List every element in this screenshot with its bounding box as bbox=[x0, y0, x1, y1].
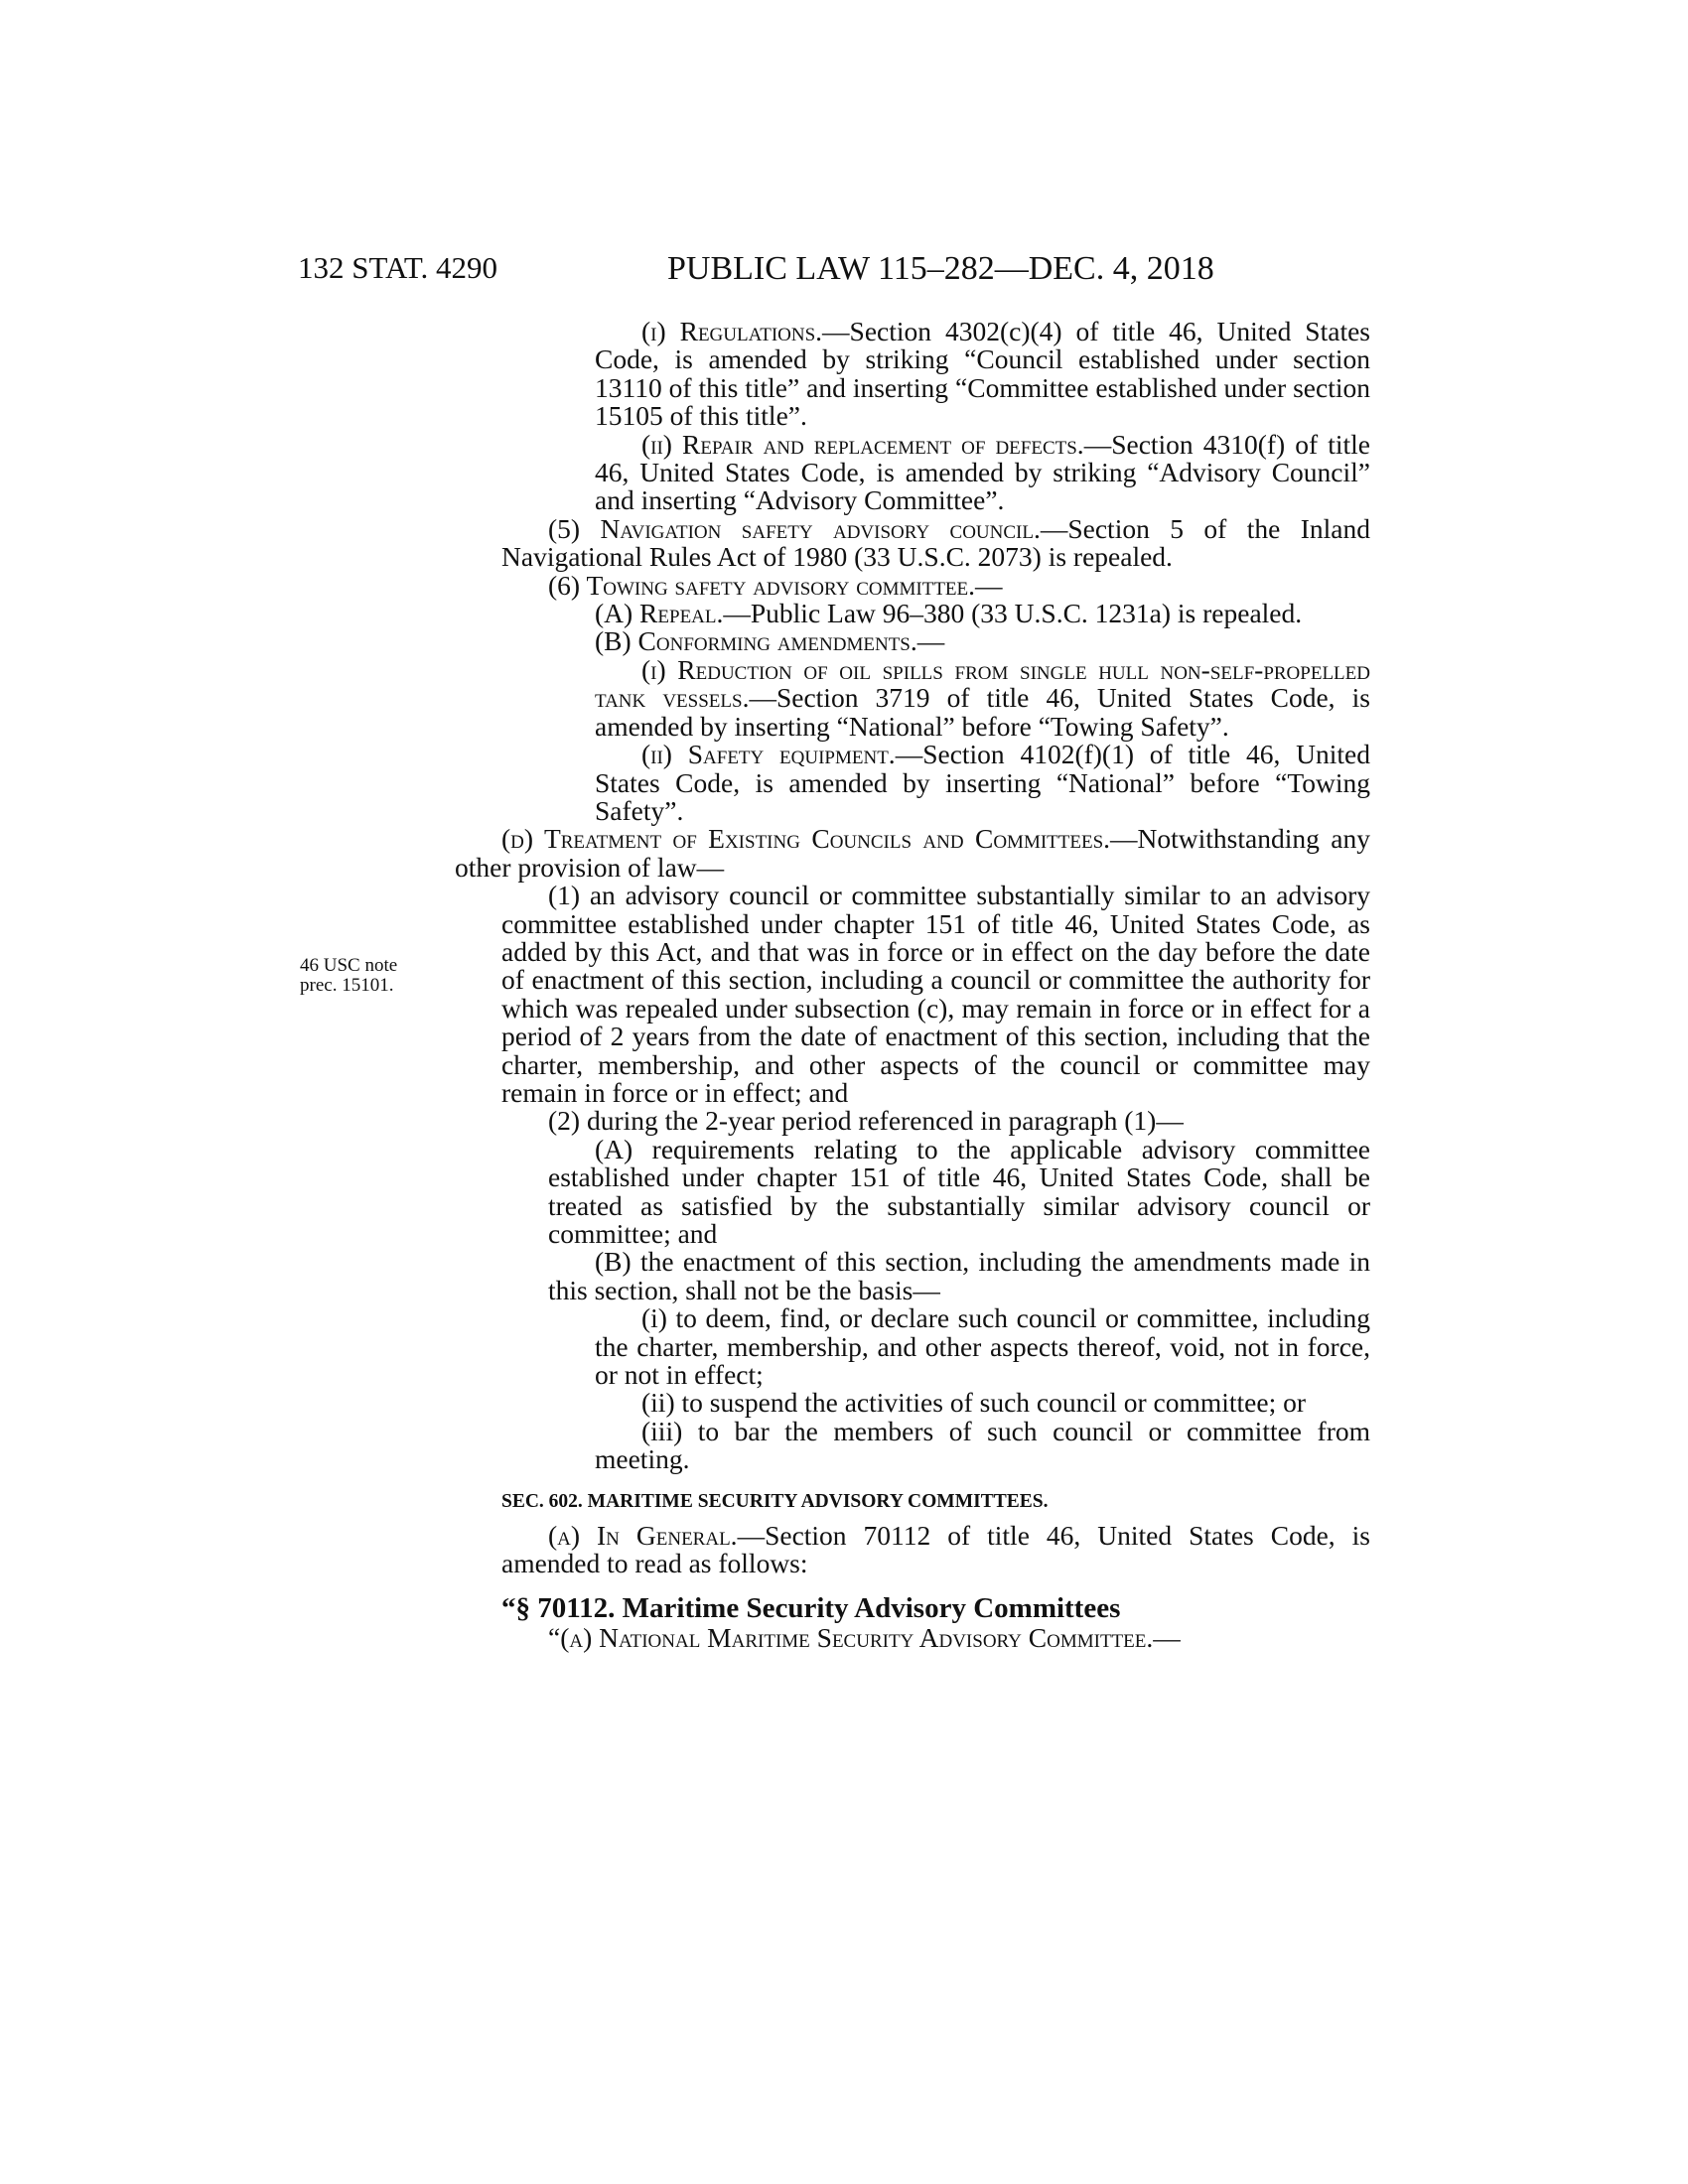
page-stat-reference: 132 STAT. 4290 bbox=[298, 250, 498, 285]
clause-heading: (ii) Safety equipment. bbox=[641, 739, 896, 770]
document-body bbox=[455, 316, 1370, 1654]
clause-heading: (i) Regulations. bbox=[641, 316, 823, 346]
clause-text: —Section 4302(c)(4) of title 46, United States Code, is amended by striking “Council established under section 13110 of this title” and inserting “Committee established under section 15105 of this title”. bbox=[595, 316, 1370, 432]
subparagraph-d2a: (A) requirements relating to the applicable advisory committee established under chapter 151 of title 46, United States Code, shall be treated as satisfied by the substantially similar advisory council or committee; and bbox=[548, 1133, 1370, 1249]
clause-text: —Section 4102(f)(1) of title 46, United States Code, is amended by inserting “National” before “Towing Safety”. bbox=[595, 739, 1370, 826]
subsection-heading: (d) Treatment of Existing Councils and Committees. bbox=[501, 823, 1111, 855]
clause-text: —Section 4310(f) of title 46, United States Code, is amended by striking “Advisory Council” and inserting “Advisory Committee”. bbox=[595, 428, 1370, 516]
section-602-subsection-a bbox=[501, 1522, 1370, 1578]
subsection-heading: (a) In General. bbox=[548, 1520, 738, 1552]
clause-d2b-iii: (iii) to bar the members of such council or committee from meeting. bbox=[595, 1415, 1370, 1475]
subparagraph-6a bbox=[501, 600, 1370, 627]
margin-note-line: prec. 15101. bbox=[300, 975, 394, 996]
clause-heading: (i) Reduction of oil spills from single hull non-self-propelled tank vessels. bbox=[595, 653, 1370, 714]
subparagraph-6b bbox=[501, 627, 1370, 655]
paragraph-d1: (1) an advisory council or committee substantially similar to an advisory committee established under chapter 151 of title 46, United States Code, as added by this Act, and that was in force or in effect on the day before the date of enactment of this section, including a council or committee the authority for which was repealed under subsection (c), may remain in force or in effect for a period of 2 years from the date of enactment of this section, including that the charter, membership, and other aspects of the council or committee may remain in force or in effect; and bbox=[501, 880, 1370, 1108]
margin-note-line: 46 USC note bbox=[300, 955, 398, 976]
paragraph-6 bbox=[501, 569, 1370, 601]
subparagraph-text: —Public Law 96–380 (33 U.S.C. 1231a) is repealed. bbox=[723, 598, 1303, 629]
subsection-text: —Section 70112 of title 46, United States Code, is amended to read as follows: bbox=[501, 1520, 1370, 1579]
subparagraph-d2b: (B) the enactment of this section, including the amendments made in this section, shall not be the basis— bbox=[548, 1246, 1370, 1305]
section-70112-title: “§ 70112. Maritime Security Advisory Committees bbox=[501, 1591, 1121, 1624]
subsection-text: —Notwithstanding any other provision of law— bbox=[455, 823, 1370, 883]
clause-regulations bbox=[501, 318, 1370, 431]
subparagraph-heading: (B) Conforming amendments.— bbox=[595, 625, 945, 657]
section-602-heading: SEC. 602. MARITIME SECURITY ADVISORY COMMITTEES. bbox=[501, 1490, 1049, 1512]
paragraph-5 bbox=[501, 512, 1370, 573]
margin-note bbox=[300, 956, 397, 996]
subparagraph-heading: (A) Repeal. bbox=[595, 598, 724, 629]
subsection-d bbox=[455, 825, 1370, 882]
clause-safety-equipment bbox=[501, 741, 1370, 825]
paragraph-heading: (5) Navigation safety advisory council. bbox=[548, 512, 1041, 544]
clause-text: —Section 3719 of title 46, United States Code, is amended by inserting “National” before “Towing Safety”. bbox=[595, 682, 1370, 742]
clause-heading: (ii) Repair and replacement of defects. bbox=[641, 428, 1084, 460]
clause-d2b-ii: (ii) to suspend the activities of such council or committee; or bbox=[641, 1387, 1306, 1419]
clause-d2b-i: (i) to deem, find, or declare such council or committee, including the charter, membership, and other aspects thereof, void, not in force, or not in effect; bbox=[595, 1302, 1370, 1391]
clause-oil-spills bbox=[501, 653, 1370, 742]
page-header-title: PUBLIC LAW 115–282—DEC. 4, 2018 bbox=[667, 250, 1214, 287]
clause-repair-replacement bbox=[501, 428, 1370, 516]
paragraph-d2: (2) during the 2-year period referenced in paragraph (1)— bbox=[548, 1105, 1184, 1137]
paragraph-text: —Section 5 of the Inland Navigational Rules Act of 1980 (33 U.S.C. 2073) is repealed. bbox=[501, 512, 1370, 573]
paragraph-heading: (6) Towing safety advisory committee.— bbox=[548, 569, 1003, 601]
section-70112-subsection-a: “(a) National Maritime Security Advisory Committee.— bbox=[548, 1622, 1181, 1654]
